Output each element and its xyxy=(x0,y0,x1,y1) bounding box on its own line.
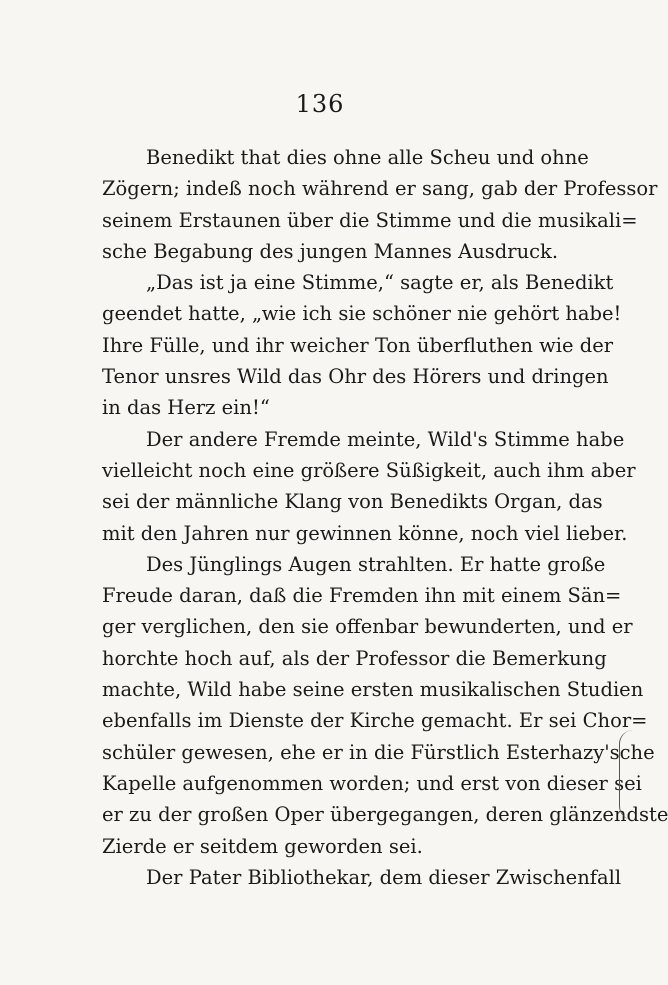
text-line: Benedikt that dies ohne alle Scheu und ohne xyxy=(146,146,589,169)
page-edge-mark xyxy=(619,730,634,820)
body-text xyxy=(102,142,668,893)
text-line: sche Begabung des jungen Mannes Ausdruck. xyxy=(102,239,559,263)
text-line: machte, Wild habe seine ersten musikalischen Studien xyxy=(102,678,644,702)
text-line: Zögern; indeß noch während er sang, gab der Professor xyxy=(102,177,658,201)
text-line: horchte hoch auf, als der Professor die Bemerkung xyxy=(102,646,607,670)
text-line: er zu der großen Oper übergegangen, deren glänzendste xyxy=(102,803,668,827)
text-line: Kapelle aufgenommen worden; und erst von dieser sei xyxy=(102,771,642,795)
text-line: seinem Erstaunen über die Stimme und die musikali= xyxy=(102,208,638,232)
text-line: „Das ist ja eine Stimme,“ sagte er, als Benedikt xyxy=(146,271,614,295)
text-line: sei der männliche Klang von Benedikts Organ, das xyxy=(102,490,603,514)
text-line: schüler gewesen, ehe er in die Fürstlich Esterhazy'sche xyxy=(102,740,655,764)
text-line: ger verglichen, den sie offenbar bewunderten, und er xyxy=(102,615,633,639)
text-line: Der Pater Bibliothekar, dem dieser Zwischenfall xyxy=(146,865,622,889)
text-line: Ihre Fülle, und ihr weicher Ton überfluthen wie der xyxy=(102,333,614,357)
text-line: Zierde er seitdem geworden sei. xyxy=(102,834,423,858)
text-line: ebenfalls im Dienste der Kirche gemacht. Er sei Chor= xyxy=(102,709,648,733)
text-line: mit den Jahren nur gewinnen könne, noch viel lieber. xyxy=(102,521,628,545)
page-number: 136 xyxy=(295,90,345,118)
text-line: geendet hatte, „wie ich sie schöner nie gehört habe! xyxy=(102,302,622,326)
text-line: Des Jünglings Augen strahlten. Er hatte große xyxy=(146,552,606,576)
text-line: Freude daran, daß die Fremden ihn mit einem Sän= xyxy=(102,584,622,608)
text-line: vielleicht noch eine größere Süßigkeit, auch ihm aber xyxy=(102,458,636,482)
text-line: Tenor unsres Wild das Ohr des Hörers und dringen xyxy=(102,365,609,389)
text-line: in das Herz ein!“ xyxy=(102,396,270,420)
text-line: Der andere Fremde meinte, Wild's Stimme habe xyxy=(146,427,625,451)
